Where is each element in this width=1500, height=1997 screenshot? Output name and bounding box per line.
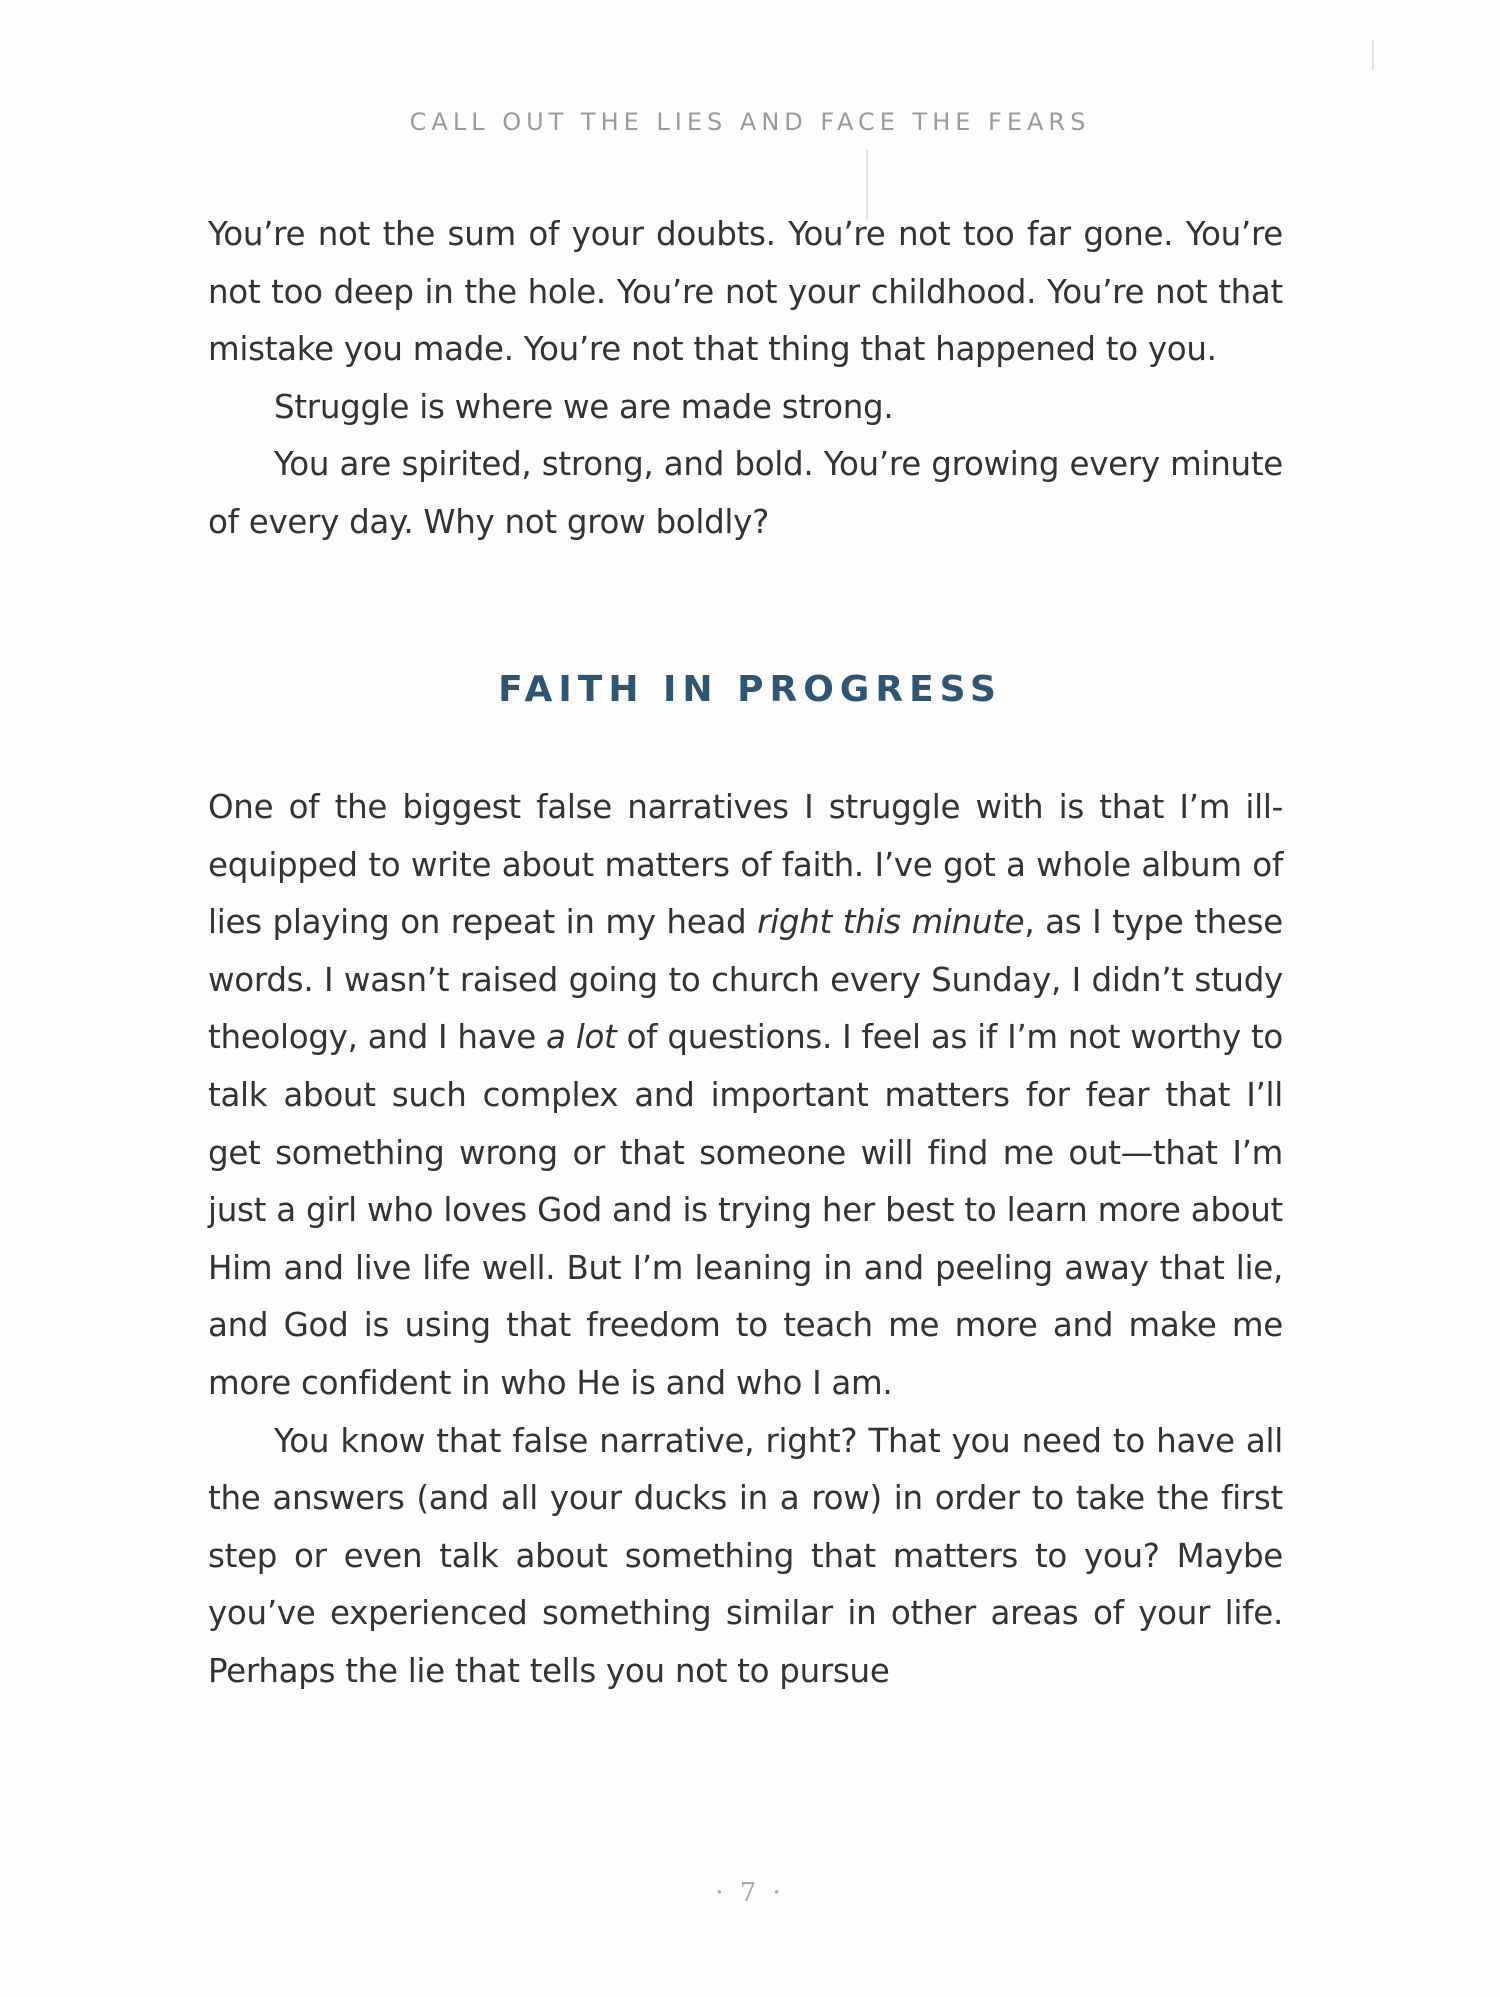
running-head: CALL OUT THE LIES AND FACE THE FEARS bbox=[409, 108, 1091, 136]
paragraph-text: , as I type these words. I wasn’t raised going to church every Sunday, I didn’t study theology, and I have bbox=[208, 903, 1283, 1057]
intro-text-block bbox=[208, 206, 1283, 552]
paragraph-text: One of the biggest false narratives I struggle with is that I’m ill-equipped to write about matters of faith. I’ve got a whole album of lies playing on repeat in my head bbox=[208, 788, 1283, 942]
page-number: · 7 · bbox=[715, 1878, 785, 1908]
paragraph: You’re not the sum of your doubts. You’re not too far gone. You’re not too deep in the hole. You’re not your childhood. You’re not that mistake you made. You’re not that thing that happened to you. bbox=[208, 215, 1283, 369]
paragraph: Struggle is where we are made strong. bbox=[274, 387, 894, 426]
emphasis-text: a lot bbox=[546, 1018, 617, 1057]
scan-artifact-line bbox=[1372, 40, 1374, 70]
paragraph-text: of questions. I feel as if I’m not worthy to talk about such complex and important matters for fear that I’ll get something wrong or that someone will find me out—that I’m just a girl who loves God and is trying her best to learn more about Him and live life well. But I’m leaning in and peeling away that lie, and God is using that freedom to teach me more and make me more confident in who He is and who I am. bbox=[208, 1018, 1283, 1402]
paragraph bbox=[208, 779, 1283, 1413]
paragraph: You are spirited, strong, and bold. You’re growing every minute of every day. Why not grow boldly? bbox=[208, 445, 1283, 541]
section-text-block bbox=[208, 779, 1283, 1701]
section-heading: FAITH IN PROGRESS bbox=[498, 669, 1002, 710]
paragraph: You know that false narrative, right? That you need to have all the answers (and all your ducks in a row) in order to take the first step or even talk about something that matters to you? Maybe you’ve experienced something similar in other areas of your life. Perhaps the lie that tells you not to pursue bbox=[208, 1421, 1283, 1690]
emphasis-text: right this minute bbox=[757, 903, 1025, 942]
